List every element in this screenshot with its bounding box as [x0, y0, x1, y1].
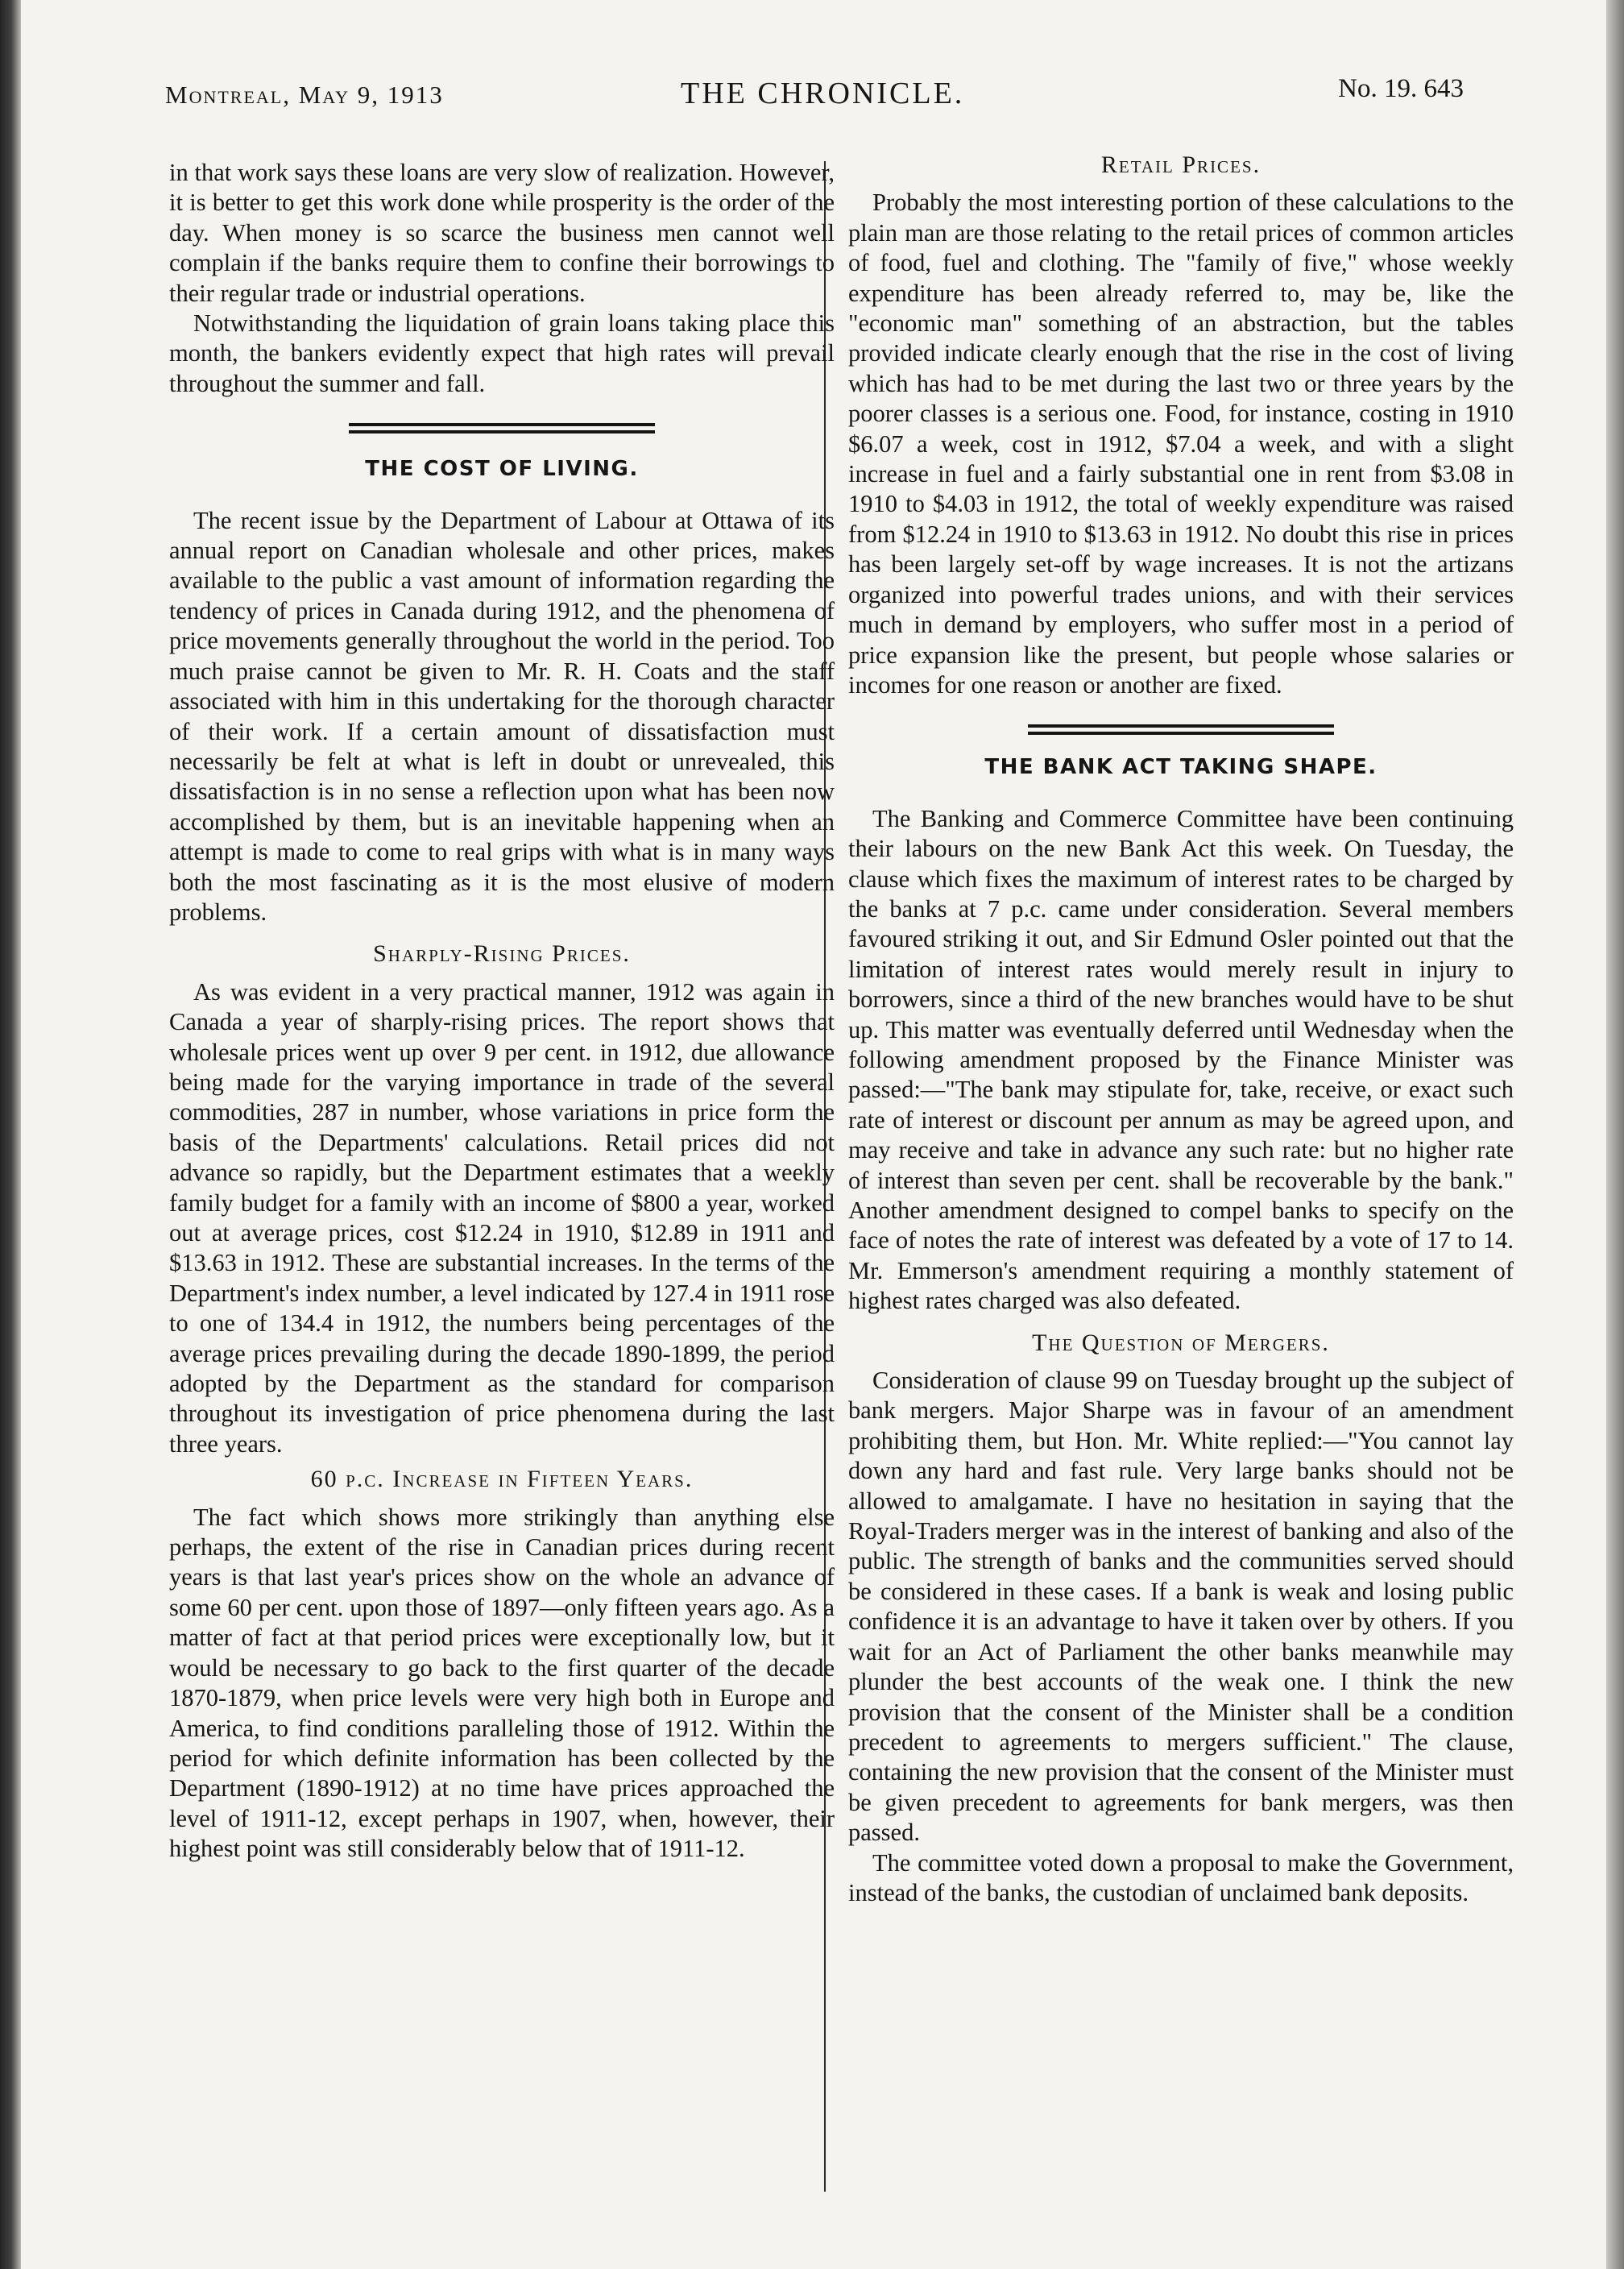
- paragraph: The recent issue by the Department of Labour at Ottawa of its annual report on Canadian wholesale and other prices, makes available to the public a vast amount of information regarding the tendency of prices in Canada during 1912, and the phenomena of price movements generally throughout the world in the period. Too much praise cannot be given to Mr. R. H. Coats and the staff associated with him in this undertaking for the thorough character of their work. If a certain amount of dissatisfaction must necessarily be felt at what is left in doubt or unrevealed, this dissatisfaction is in no sense a reflection upon what has been now accomplished by them, but is an inevitable happening when an attempt is made to come to real grips with what is in many ways both the most fascinating as it is the most elusive of modern problems.: [169, 506, 835, 926]
- header-dateline: Montreal, May 9, 1913: [165, 81, 444, 109]
- section-subhead: Sharply-Rising Prices.: [373, 940, 631, 968]
- running-head: [165, 71, 1464, 119]
- paragraph: Notwithstanding the liquidation of grain loans taking place this month, the bankers evidently expect that high rates will prevail throughout the summer and fall.: [169, 309, 835, 397]
- paragraph: The committee voted down a proposal to make the Government, instead of the banks, the custodian of unclaimed bank deposits.: [848, 1848, 1514, 1906]
- paragraph: The fact which shows more strikingly than anything else perhaps, the extent of the rise in Canadian prices during recent years is that last year's prices show on the whole an advance of some 60 per cent. upon those of 1897—only fifteen years ago. As a matter of fact at that period prices were exceptionally low, but it would be necessary to go back to the first quarter of the decade 1870-1879, when price levels were very high both in Europe and America, to find conditions paralleling those of 1912. Within the period for which definite information has been collected by the Department (1890-1912) at no time have prices approached the level of 1911-12, except perhaps in 1907, when, however, their highest point was still considerably below that of 1911-12.: [169, 1503, 835, 1863]
- paragraph: in that work says these loans are very slow of realization. However, it is better to get this work done while prosperity is the order of the day. When money is so scarce the business men cannot well complain if the banks require them to confine their borrowings to their regular trade or industrial operations.: [169, 159, 835, 307]
- paragraph: The Banking and Commerce Committee have been continuing their labours on the new Bank Act this week. On Tuesday, the clause which fixes the maximum of interest rates to be charged by the banks at 7 p.c. came under consideration. Several members favoured striking it out, and Sir Edmund Osler pointed out that the limitation of interest rates would merely result in injury to borrowers, since a third of the new branches would have to be shut up. This matter was eventually deferred until Wednesday when the following amendment proposed by the Finance Minister was passed:—"The bank may stipulate for, take, receive, or exact such rate of interest or discount per annum as may be agreed upon, and may receive and take in advance any such rate: but no higher rate of interest than seven per cent. shall be recoverable by the bank." Another amendment designed to compel banks to specify on the face of notes the rate of interest was defeated by a vote of 17 to 14. Mr. Emmerson's amendment requiring a monthly statement of highest rates charged was also defeated.: [848, 804, 1514, 1315]
- right-column: [848, 150, 1514, 1908]
- section-rule: [1028, 724, 1334, 735]
- section-subhead: The Question of Mergers.: [1032, 1329, 1330, 1356]
- header-page-number: No. 19. 643: [1338, 74, 1464, 103]
- paragraph: As was evident in a very practical manner, 1912 was again in Canada a year of sharply-rising prices. The report shows that wholesale prices went up over 9 per cent. in 1912, due allowance being made for the varying importance in trade of the several commodities, 287 in number, whose variations in price form the basis of the Departments' calculations. Retail prices did not advance so rapidly, but the Department estimates that a weekly family budget for a family with an income of $800 a year, worked out at average prices, cost $12.24 in 1910, $12.89 in 1911 and $13.63 in 1912. These are substantial increases. In the terms of the Department's index number, a level indicated by 127.4 in 1911 rose to one of 134.4 in 1912, the numbers being percentages of the average prices prevailing during the decade 1890-1899, the period adopted by the Department as the standard for comparison throughout its investigation of price phenomena during the last three years.: [169, 977, 835, 1458]
- section-subhead: 60 p.c. Increase in Fifteen Years.: [310, 1466, 694, 1493]
- section-subhead: Retail Prices.: [1100, 151, 1262, 178]
- article-headline: THE BANK ACT TAKING SHAPE.: [984, 755, 1378, 780]
- page-edge-shadow: [0, 0, 21, 2269]
- paragraph: Consideration of clause 99 on Tuesday brought up the subject of bank mergers. Major Sharpe was in favour of an amendment prohibiting them, but Hon. Mr. White replied:—"You cannot lay down any hard and fast rule. Very large banks should not be allowed to amalgamate. I have no hesitation in saying that the Royal-Traders merger was in the interest of banking and also of the public. The strength of banks and the communities served should be considered in these cases. If a bank is weak and losing public confidence it is an advantage to have it taken over by others. If you wait for an Act of Parliament the other banks meanwhile may plunder the best accounts of the weak one. I think the new provision that the consent of the Minister shall be a condition precedent to agreements to mergers sufficient." The clause, containing the new provision that the consent of the Minister must be given precedent to agreements for bank mergers, was then passed.: [848, 1367, 1514, 1847]
- section-rule: [349, 423, 655, 433]
- page-edge-right: [1606, 0, 1624, 2269]
- paragraph: Probably the most interesting portion of these calculations to the plain man are those relating to the retail prices of common articles of food, fuel and clothing. The "family of five," whose weekly expenditure has been already referred to, may be, like the "economic man" something of an abstraction, but the tables provided indicate clearly enough that the rise in the cost of living which has had to be met during the last two or three years by the poorer classes is a serious one. Food, for instance, costing in 1910 $6.07 a week, cost in 1912, $7.04 a week, and with a slight increase in fuel and a fairly substantial one in rent from $3.08 in 1910 to $4.03 in 1912, the total of weekly expenditure was raised from $12.24 in 1910 to $13.63 in 1912. No doubt this rise in prices has been largely set-off by wage increases. It is not the artizans organized into powerful trades unions, and with their services much in demand by employers, who suffer most in a period of price expansion like the present, but people whose salaries or incomes for one reason or another are fixed.: [848, 189, 1514, 699]
- left-column: [169, 158, 835, 1865]
- header-title: THE CHRONICLE.: [681, 77, 965, 110]
- article-headline: THE COST OF LIVING.: [365, 457, 639, 482]
